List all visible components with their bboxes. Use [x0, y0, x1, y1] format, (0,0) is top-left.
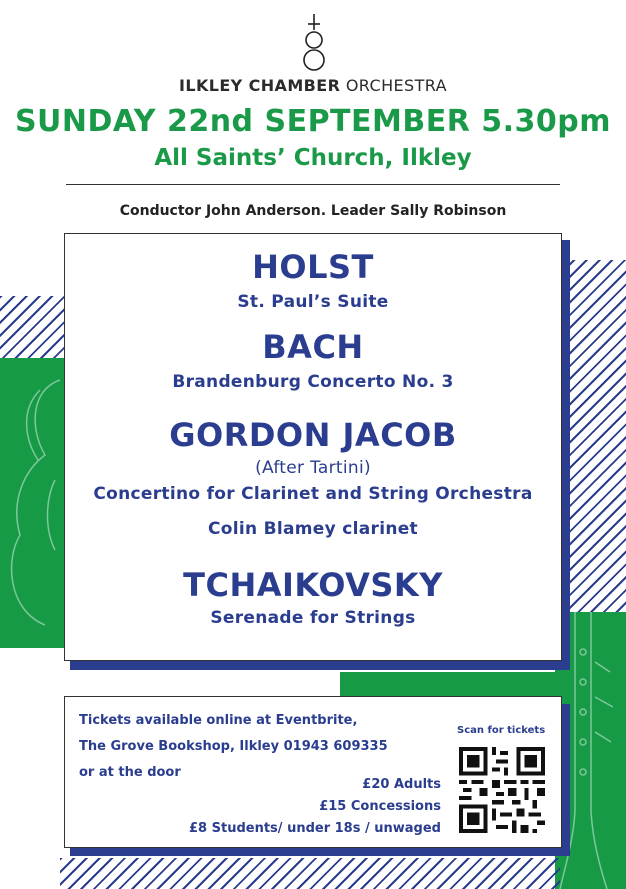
concert-venue: All Saints’ Church, Ilkley	[154, 145, 472, 171]
tickets-line-2: The Grove Bookshop, Ilkley 01943 609335	[79, 739, 388, 754]
left-hatch-pattern	[0, 296, 66, 358]
conductor-leader-line: Conductor John Anderson. Leader Sally Robinson	[119, 203, 507, 219]
composer-gordon-jacob: GORDON JACOB	[169, 416, 457, 454]
orchestra-name: ILKLEY CHAMBER ORCHESTRA	[179, 76, 447, 95]
work-note-jacob: (After Tartini)	[255, 458, 371, 478]
composer-tchaikovsky: TCHAIKOVSKY	[183, 566, 443, 604]
work-holst: St. Paul’s Suite	[237, 292, 389, 312]
price-concessions: £15 Concessions	[319, 799, 441, 814]
composer-bach: BACH	[262, 328, 364, 366]
bottom-hatch-pattern	[60, 858, 560, 889]
orchestra-logo-icon	[300, 14, 328, 74]
program-card	[64, 233, 562, 661]
soloist-jacob: Colin Blamey clarinet	[208, 519, 418, 539]
scan-label: Scan for tickets	[457, 725, 546, 736]
price-students: £8 Students/ under 18s / unwaged	[189, 821, 441, 836]
concert-date-time: SUNDAY 22nd SEPTEMBER 5.30pm	[14, 104, 612, 139]
header-divider	[66, 184, 560, 185]
composer-holst: HOLST	[252, 248, 374, 286]
work-tchaikovsky: Serenade for Strings	[210, 608, 416, 628]
tickets-line-3: or at the door	[79, 765, 181, 780]
work-jacob: Concertino for Clarinet and String Orchestra	[93, 484, 533, 504]
tickets-card	[64, 696, 562, 848]
price-adults: £20 Adults	[362, 777, 441, 792]
work-bach: Brandenburg Concerto No. 3	[172, 372, 454, 392]
qr-code-icon[interactable]	[459, 747, 545, 833]
tickets-line-1: Tickets available online at Eventbrite,	[79, 713, 358, 728]
